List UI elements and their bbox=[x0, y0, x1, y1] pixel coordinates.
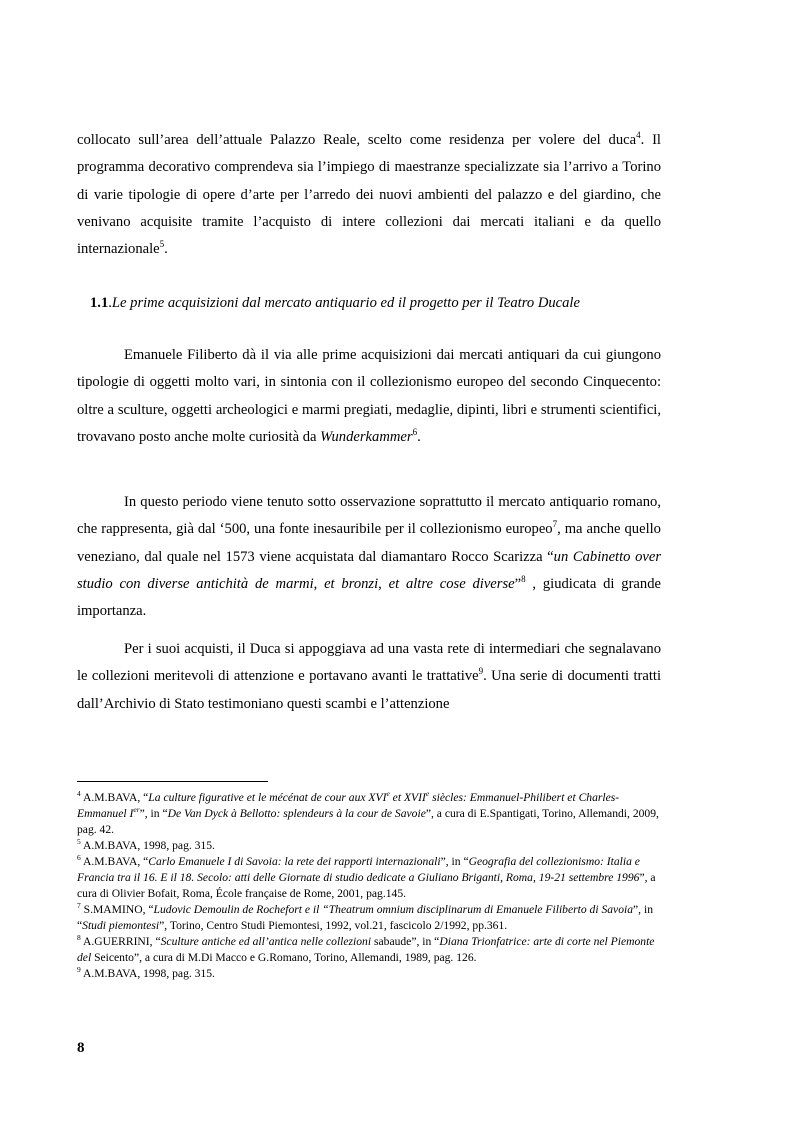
italic-title: La culture figurative et le mécénat de cour aux XVI bbox=[148, 791, 387, 804]
section-title: Le prime acquisizioni dal mercato antiquario ed il progetto per il Teatro Ducale bbox=[111, 295, 580, 311]
footnote-ref-4[interactable]: 4 bbox=[636, 130, 641, 140]
superscript: e bbox=[425, 789, 430, 798]
text-run: collocato sull’area dell’attuale Palazzo Reale, scelto come residenza per volere del duca bbox=[77, 132, 637, 148]
paragraph-roman-market bbox=[77, 489, 661, 625]
text-run: A.GUERRINI, “ bbox=[80, 935, 161, 948]
footnote-number: 6 bbox=[77, 853, 81, 862]
text-run: ”, Torino, Centro Studi Piemontesi, 1992, vol.21, fascicolo 2/1992, pp.361. bbox=[159, 919, 508, 932]
text-run: . bbox=[417, 428, 421, 445]
footnote-7 bbox=[77, 902, 667, 934]
footnote-number: 9 bbox=[77, 965, 81, 974]
italic-title: De Van Dyck à Bellotto: splendeurs à la cour de Savoie bbox=[167, 807, 426, 820]
text-run: ”, a cura di M.Di Macco e G.Romano, Torino, Allemandi, 1989, pag. 126. bbox=[133, 951, 477, 964]
italic-title: Ludovic Demoulin de Rochefort e il “Theatrum omnium disciplinarum di Emanuele Filiberto di Savoia bbox=[153, 903, 634, 916]
text-run: . Il programma decorativo comprendeva sia l’impiego di maestranze specializzate sia l’arrivo a Torino di varie tipologie di opere d’arte per l’arredo dei nuovi ambienti del palazzo e del giardino, che venivano acquisite tramite l’acquisto di intere collezioni dai mercati italiani e da quello internazionale bbox=[77, 132, 661, 258]
text-run: ” bbox=[514, 575, 522, 592]
text-run: sabaude bbox=[373, 935, 412, 948]
footnote-number: 5 bbox=[77, 837, 81, 846]
italic-title: siècles: Emmanuel-Philibert et Charles-Emmanuel I bbox=[77, 791, 620, 820]
superscript: er bbox=[133, 805, 140, 814]
footnote-ref-6[interactable]: 6 bbox=[412, 426, 418, 437]
superscript: e bbox=[386, 789, 390, 798]
footnote-4 bbox=[77, 790, 667, 838]
footnote-5 bbox=[77, 838, 667, 854]
text-run: . Una serie di documenti tratti dall’Archivio di Stato testimoniano questi scambi e l’attenzione bbox=[77, 668, 661, 712]
section-heading: 1.1.Le prime acquisizioni dal mercato antiquario ed il progetto per il Teatro Ducale bbox=[90, 295, 580, 311]
text-run: Per i suoi acquisti, il Duca si appoggiava ad una vasta rete di intermediari che segnalavano le collezioni meritevoli di attenzione e portavano avanti le trattative bbox=[77, 641, 661, 685]
italic-title: Carlo Emanuele I di Savoia: la rete dei rapporti internazionali bbox=[148, 855, 441, 868]
italic-title: Diana Trionfatrice: arte di corte nel Piemonte del bbox=[77, 935, 655, 964]
footnote-ref-8[interactable]: 8 bbox=[521, 573, 526, 584]
text-run: S.MAMINO, “ bbox=[80, 903, 154, 916]
text-run: ”, a cura di Olivier Bofait, Roma, École française de Rome, 2001, pag.145. bbox=[77, 871, 656, 900]
text-run: ”, in “ bbox=[77, 903, 653, 932]
italic-title: Sculture antiche ed all’antica nelle collezioni bbox=[160, 935, 374, 948]
footnote-ref-7[interactable]: 7 bbox=[552, 519, 558, 530]
footnote-number: 4 bbox=[77, 789, 81, 798]
text-run: Seicento bbox=[94, 951, 134, 964]
paragraph-intermediaries bbox=[77, 636, 661, 718]
footnotes bbox=[77, 790, 667, 982]
footnote-separator bbox=[77, 781, 268, 782]
footnote-number: 7 bbox=[77, 901, 81, 910]
text-run: , giudicata di grande importanza. bbox=[77, 575, 661, 620]
footnote-6 bbox=[77, 854, 667, 902]
footnote-9 bbox=[77, 966, 667, 982]
text-run: A.M.BAVA, 1998, pag. 315. bbox=[80, 839, 215, 852]
italic-title: et XVII bbox=[389, 791, 426, 804]
text-run: . bbox=[164, 241, 168, 258]
text-run: Emanuele Filiberto dà il via alle prime acquisizioni dai mercati antiquari da cui giungono tipologie di oggetti molto vari, in sintonia con il collezionismo europeo del secondo Cinquecento: oltre a sculture, oggetti archeologici e marmi pregiati, medaglie, dipinti, libri e strumenti scientifici, trovavano posto anche molte curiosità da bbox=[77, 347, 661, 445]
text-run: ”, in “ bbox=[411, 935, 440, 948]
page-number: 8 bbox=[77, 1040, 85, 1056]
footnote-8 bbox=[77, 934, 667, 966]
footnote-number: 8 bbox=[77, 933, 81, 942]
footnote-ref-5[interactable]: 5 bbox=[159, 239, 165, 250]
text-run: ”, in “ bbox=[440, 855, 469, 868]
section-number: 1.1 bbox=[90, 295, 109, 311]
text-run: In questo periodo viene tenuto sotto osservazione soprattutto il mercato antiquario romano, che rappresenta, già dal ‘500, una fonte inesauribile per il collezionismo europeo bbox=[77, 494, 661, 538]
text-run: ”, in “ bbox=[139, 807, 168, 820]
text-run: A.M.BAVA, “ bbox=[80, 855, 149, 868]
text-run: , ma anche quello veneziano, dal quale nel 1573 viene acquistata dal diamantaro Rocco Scarizza “ bbox=[77, 521, 661, 565]
italic-quote: un Cabinetto over studio con diverse antichità de marmi, et bronzi, et altre cose diverse bbox=[77, 548, 661, 592]
italic-term: Wunderkammer bbox=[320, 428, 413, 445]
paragraph-acquisitions bbox=[77, 342, 661, 451]
text-run: ”, a cura di E.Spantigati, Torino, Allemandi, 2009, pag. 42. bbox=[77, 807, 659, 836]
italic-title: Studi piemontesi bbox=[82, 919, 160, 932]
footnote-ref-9[interactable]: 9 bbox=[478, 666, 484, 677]
text-run: A.M.BAVA, 1998, pag. 315. bbox=[80, 967, 215, 980]
italic-title: Geografia del collezionismo: Italia e Francia tra il 16. E il 18. Secolo: atti delle Giornate di studio dedicate a Giuliano Briganti, Roma, 19-21 settembre 1996 bbox=[77, 855, 640, 884]
text-run: A.M.BAVA, “ bbox=[80, 791, 149, 804]
paragraph-continuation bbox=[77, 127, 661, 263]
